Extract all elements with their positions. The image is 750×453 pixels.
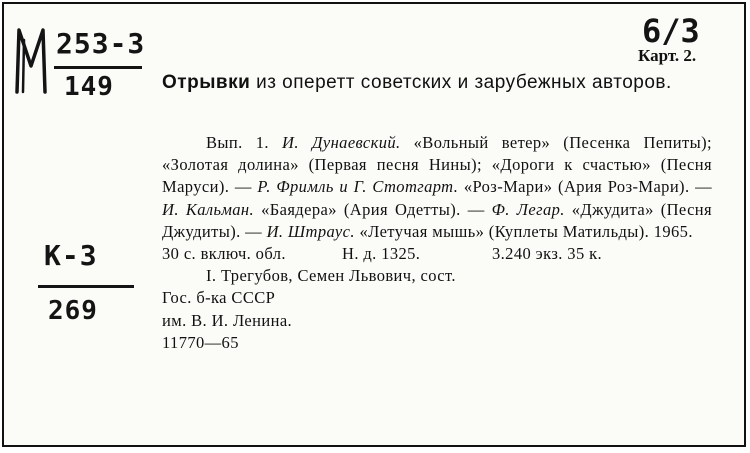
author-dunaevsky: И. Дунаевский.	[282, 133, 401, 152]
shelf-mark-rule	[54, 66, 142, 69]
works-kalman: «Баядера» (Ария Одетты). —	[254, 199, 492, 219]
publication-year: 1965.	[649, 221, 693, 241]
print-run: 3.240 экз. 35 к.	[492, 244, 603, 264]
issue-number: Вып. 1.	[206, 133, 269, 152]
works-strauss: «Летучая мышь» (Куплеты Матильды).	[354, 221, 650, 241]
author-friml-stothart: Р. Фримль и Г. Стотгарт.	[257, 177, 459, 197]
library-line-1: Гос. б-ка СССР	[162, 288, 276, 308]
works-lehar: «Джудита» (Песня Джудиты). —	[162, 199, 713, 241]
catalog-number: 11770—65	[162, 332, 239, 352]
works-friml: «Роз-Мари» (Ария Роз-Мари). —	[458, 177, 712, 197]
shelf-mark-2-top: К-3	[44, 239, 98, 272]
shelf-mark-2-rule	[38, 285, 134, 288]
author-lehar: Ф. Легар.	[491, 199, 565, 219]
catalog-card	[2, 2, 746, 447]
works-dunaevsky: «Вольный ветер» (Песенка Пепиты); «Золотая долина» (Первая песня Нины); «Дороги к счастью» (Песня Маруси). —	[162, 133, 712, 197]
title-lead: Отрывки	[162, 72, 251, 93]
price-code: Н. д. 1325.	[342, 244, 421, 264]
card-title	[162, 70, 712, 95]
handwritten-m-mark	[14, 26, 48, 94]
author-strauss: И. Штраус.	[266, 221, 355, 241]
shelf-mark-top: 253-3	[56, 27, 146, 60]
title-rest: из оперетт советских и зарубежных авторов.	[250, 72, 672, 93]
publication-details	[162, 243, 712, 265]
card-label: Карт. 2.	[638, 46, 697, 65]
compiler: I. Трегубов, Семен Львович, сост.	[206, 266, 456, 286]
library-line-2: им. В. И. Ленина.	[162, 310, 293, 330]
handwritten-corner-number: 6/3	[642, 12, 700, 50]
page-count: 30 с. включ. обл.	[162, 244, 286, 264]
author-kalman: И. Кальман.	[162, 199, 255, 219]
shelf-mark-bottom: 149	[64, 72, 114, 102]
issue-description	[162, 132, 712, 243]
shelf-mark-2-bottom: 269	[48, 296, 98, 326]
card-body	[162, 132, 712, 354]
